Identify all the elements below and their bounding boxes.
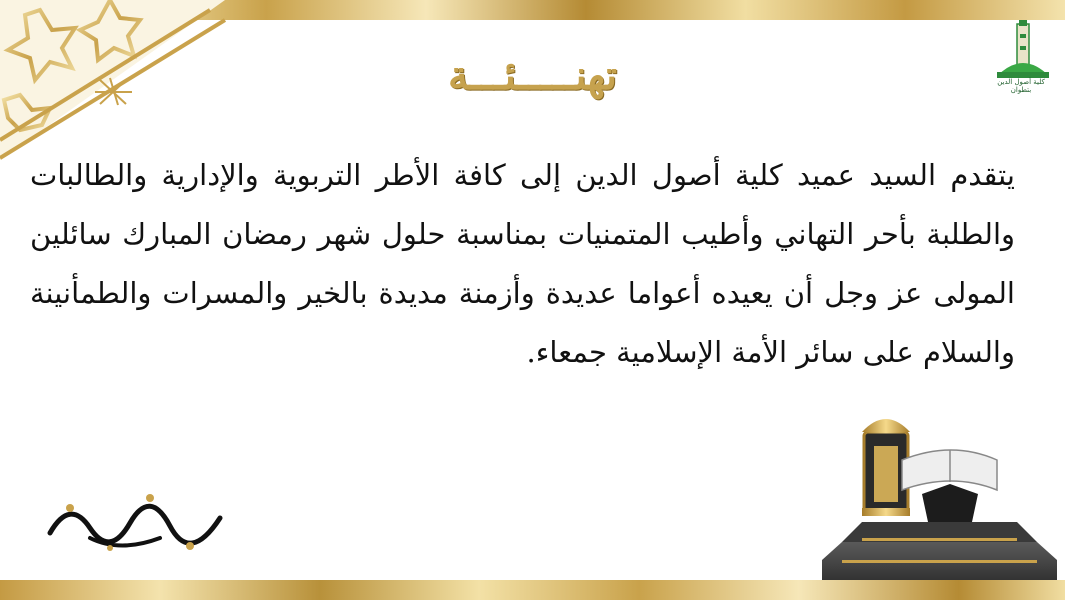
page-title: تهنـــــئـــة — [448, 52, 617, 99]
greeting-message: يتقدم السيد عميد كلية أصول الدين إلى كافة الأطر التربوية والإدارية والطالبات والطلبة بأحر التهاني وأطيب المتمنيات بمناسبة حلول شهر رمضان المبارك سائلين المولى عز وجل أن يعيده أعواما عديدة وأزمنة مديدة بالخير والمسرات والطمأنينة والسلام على سائر الأمة الإسلامية جمعاء. — [30, 158, 1015, 369]
gold-border-bottom — [0, 580, 1065, 600]
logo-caption: كلية أصول الدين بتطوان — [997, 78, 1045, 94]
ramadan-kareem-calligraphy — [30, 478, 230, 558]
lantern-quran-icon — [822, 410, 1057, 600]
